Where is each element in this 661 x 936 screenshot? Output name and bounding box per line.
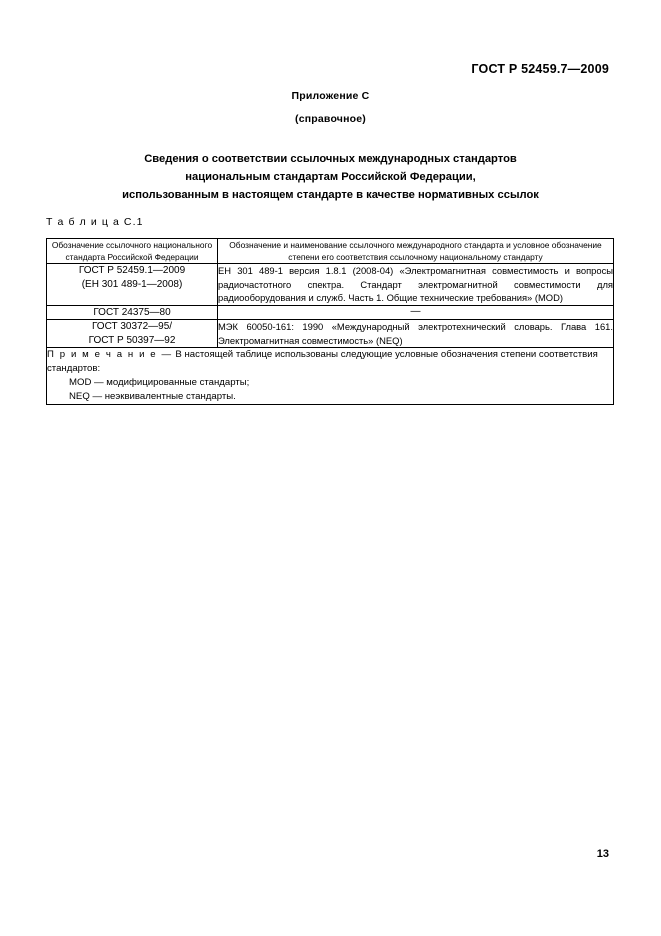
page-title xyxy=(0,150,661,204)
page-title-line-2: национальным стандартам Российской Федерации, xyxy=(185,171,476,183)
table-header-cell-description: Обозначение и наименование ссылочного международного стандарта и условное обозначение степени его соответствия ссылочному национальному стандарту xyxy=(218,239,614,264)
note-text: В настоящей таблице использованы следующие условные обозначения степени соответствия стандартов: xyxy=(47,349,598,375)
table-note-row xyxy=(47,348,614,405)
page-number: 13 xyxy=(596,848,609,860)
table-row xyxy=(47,320,614,348)
note-list xyxy=(47,376,613,404)
table-cell-description: МЭК 60050-161: 1990 «Международный электротехнический словарь. Глава 161. Электромагнитная совместимость» (NEQ) xyxy=(218,320,614,348)
table-row xyxy=(47,264,614,306)
reference-line: (ЕН 301 489-1—2008) xyxy=(81,278,183,290)
table-cell-reference xyxy=(47,264,218,306)
page-title-line-3: использованным в настоящем стандарте в качестве нормативных ссылок xyxy=(122,189,539,201)
reference-line: ГОСТ Р 52459.1—2009 xyxy=(78,265,186,276)
table-header-row xyxy=(47,239,614,264)
note-text-block xyxy=(47,348,613,376)
standard-code-header: ГОСТ Р 52459.7—2009 xyxy=(471,62,609,76)
table-row xyxy=(47,305,614,320)
annex-type: (справочное) xyxy=(295,113,366,125)
annex-heading xyxy=(0,90,661,125)
reference-line: ГОСТ 30372—95/ xyxy=(91,321,173,333)
table-note xyxy=(47,348,614,405)
table-cell-reference xyxy=(47,305,218,320)
table-caption: Т а б л и ц а С.1 xyxy=(46,216,144,228)
annex-label: Приложение С xyxy=(291,90,370,102)
table-header-cell-reference: Обозначение ссылочного национального стандарта Российской Федерации xyxy=(47,239,218,264)
table-cell-description: ЕН 301 489-1 версия 1.8.1 (2008-04) «Электромагнитная совместимость и вопросы радиочастотного спектра. Стандарт электромагнитной совместимости для радиооборудования и служб. Часть 1. Общие технические требования» (MOD) xyxy=(218,264,614,306)
page-title-line-1: Сведения о соответствии ссылочных международных стандартов xyxy=(144,153,517,165)
note-label: П р и м е ч а н и е — xyxy=(47,349,173,361)
reference-line: ГОСТ 24375—80 xyxy=(93,306,171,318)
table-cell-reference xyxy=(47,320,218,348)
note-list-item: NEQ — неэквивалентные стандарты. xyxy=(69,391,236,403)
reference-line: ГОСТ Р 50397—92 xyxy=(88,334,176,346)
table-cell-description: — xyxy=(218,305,614,320)
note-list-item: MOD — модифицированные стандарты; xyxy=(69,377,250,389)
correspondence-table xyxy=(46,238,614,405)
